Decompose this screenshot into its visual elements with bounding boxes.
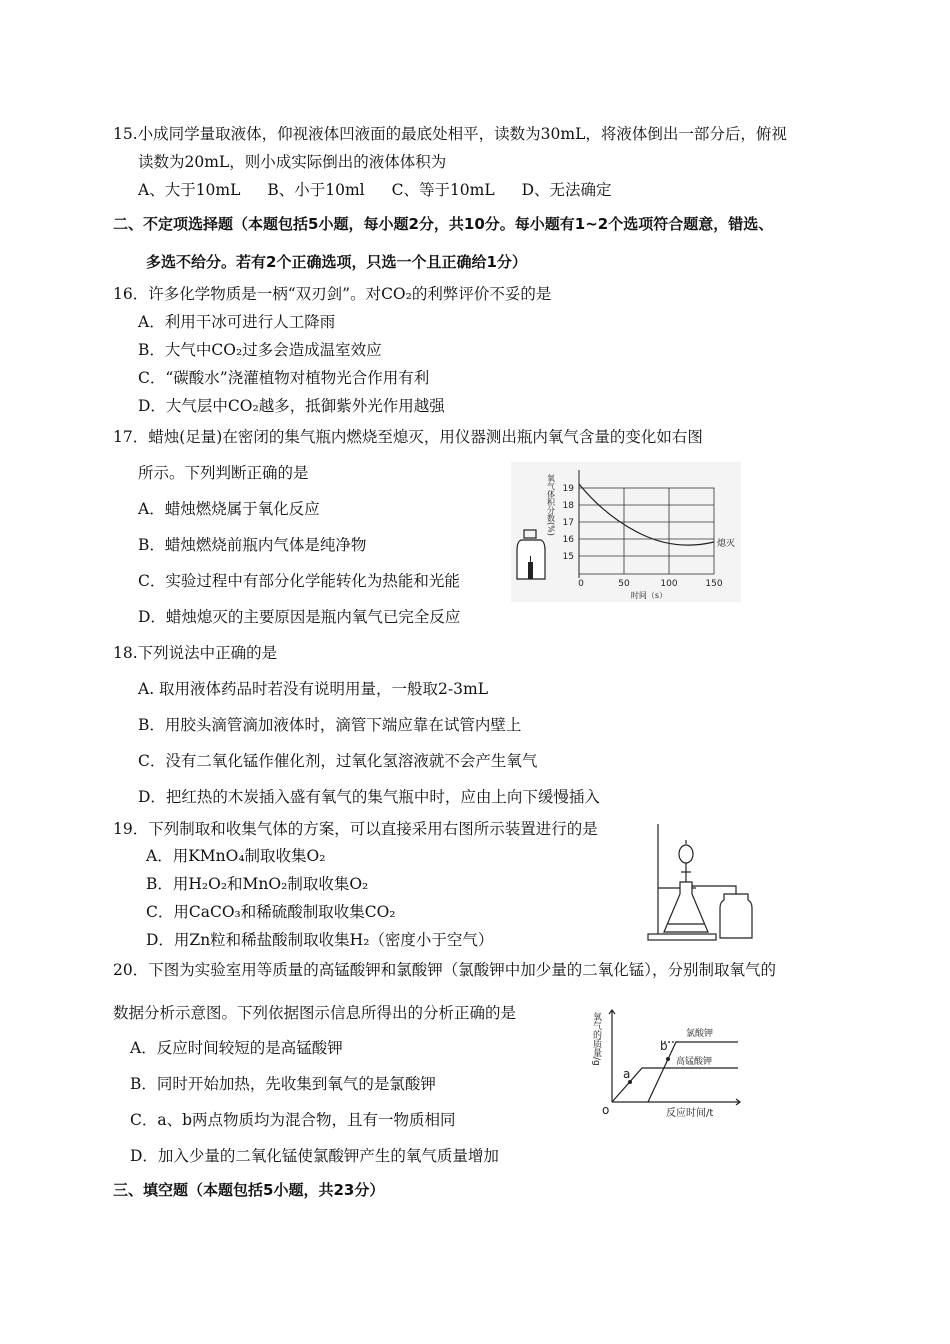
q17-option-b: B．蜡烛燃烧前瓶内气体是纯净物 [138, 536, 367, 554]
point-b [666, 1057, 670, 1061]
label-b: b [660, 1039, 668, 1053]
x-tick-0: 0 [578, 579, 584, 589]
separatory-funnel-icon [679, 845, 693, 863]
q20-stem-line2: 数据分析示意图。下列依据图示信息所得出的分析正确的是 [113, 1004, 517, 1022]
series-kmno4-label: 高锰酸钾 [676, 1057, 713, 1067]
kmno4-series-line [612, 1068, 738, 1102]
x-tick-50: 50 [618, 579, 630, 589]
y-tick-16: 16 [562, 535, 574, 545]
y-axis-label-text: 氧气体积分数(%) [546, 474, 556, 536]
q16-option-b: B．大气中CO₂过多会造成温室效应 [138, 341, 382, 359]
q20-option-c: C．a、b两点物质均为混合物，且有一物质相同 [130, 1111, 456, 1129]
q17-stem-line1: 17．蜡烛(足量)在密闭的集气瓶内燃烧至熄灭，用仪器测出瓶内氧气含量的变化如右图 [113, 428, 703, 446]
q19-option-c: C．用CaCO₃和稀硫酸制取收集CO₂ [146, 903, 396, 921]
q17-stem-line2: 所示。下列判断正确的是 [138, 464, 309, 482]
y-axis-label [546, 473, 556, 536]
gas-generation-apparatus [640, 822, 760, 942]
y-tick-15: 15 [562, 552, 574, 562]
q16-option-c: C．“碳酸水”浇灌植物对植物光合作用有利 [138, 369, 430, 387]
q15-option-c: C、等于10mL [391, 181, 495, 199]
q17-oxygen-figure [511, 462, 741, 602]
q18-option-a: A. 取用液体药品时若没有说明用量，一般取2-3mL [138, 680, 489, 698]
q15-options [138, 180, 634, 200]
q20-option-a: A．反应时间较短的是高锰酸钾 [130, 1039, 343, 1057]
q15-stem-line2: 读数为20mL，则小成实际倒出的液体体积为 [138, 153, 447, 171]
q19-option-d: D．用Zn粒和稀盐酸制取收集H₂（密度小于空气） [146, 931, 494, 949]
q18-option-b: B．用胶头滴管滴加液体时，滴管下端应靠在试管内壁上 [138, 716, 522, 734]
section3-heading: 三、填空题（本题包括5小题，共23分） [113, 1181, 385, 1199]
y-axis-label: 氧气的质量/g [591, 1012, 601, 1066]
q16-stem: 16．许多化学物质是一柄“双刃剑”。对CO₂的利弊评价不妥的是 [113, 285, 552, 303]
q20-stem-line1: 20．下图为实验室用等质量的高锰酸钾和氯酸钾（氯酸钾中加少量的二氧化锰），分别制取氧气的 [113, 961, 776, 979]
label-a: a [623, 1067, 631, 1081]
q18-stem: 18.下列说法中正确的是 [113, 644, 278, 662]
y-tick-17: 17 [562, 518, 574, 528]
iron-stand-base [648, 934, 716, 940]
q19-stem: 19．下列制取和收集气体的方案，可以直接采用右图所示装置进行的是 [113, 820, 598, 838]
q17-option-a: A．蜡烛燃烧属于氧化反应 [138, 500, 320, 518]
q16-option-a: A．利用干冰可进行人工降雨 [138, 313, 336, 331]
y-tick-19: 19 [562, 484, 574, 494]
q19-option-a: A．用KMnO₄制取收集O₂ [146, 847, 326, 865]
q16-option-d: D．大气层中CO₂越多，抵御紫外光作用越强 [138, 397, 445, 415]
q18-option-c: C．没有二氧化锰作催化剂，过氧化氢溶液就不会产生氧气 [138, 752, 538, 770]
q19-option-b: B．用H₂O₂和MnO₂制取收集O₂ [146, 875, 369, 893]
y-tick-18: 18 [562, 501, 574, 511]
collecting-bottle-icon [720, 894, 752, 938]
q15-option-d: D、无法确定 [521, 181, 612, 199]
q17-option-c: C．实验过程中有部分化学能转化为热能和光能 [138, 572, 460, 590]
x-tick-100: 100 [660, 579, 678, 589]
section2-heading-line1: 二、不定项选择题（本题包括5小题，每小题2分，共10分。每小题有1~2个选项符合题意，错选、 [113, 215, 774, 233]
x-tick-150: 150 [705, 579, 723, 589]
q17-option-d: D．蜡烛熄灭的主要原因是瓶内氧气已完全反应 [138, 608, 461, 626]
origin-label: o [602, 1103, 610, 1117]
q15-stem-line1: 15.小成同学量取液体，仰视液体凹液面的最底处相平，读数为30mL，将液体倒出一部分后，俯视 [113, 125, 787, 143]
q15-option-b: B、小于10ml [267, 181, 365, 199]
q15-option-a: A、大于10mL [138, 181, 241, 199]
section2-heading-line2: 多选不给分。若有2个正确选项，只选一个且正确给1分） [146, 253, 527, 271]
extinguish-label: 熄灭 [717, 539, 736, 549]
q18-option-d: D．把红热的木炭插入盛有氧气的集气瓶中时，应由上向下缓慢插入 [138, 788, 600, 806]
q20-oxygen-mass-figure [590, 1002, 750, 1122]
x-axis-label: 时间（s） [630, 591, 668, 600]
q20-option-b: B．同时开始加热，先收集到氧气的是氯酸钾 [130, 1075, 436, 1093]
q20-option-d: D．加入少量的二氧化锰使氯酸钾产生的氧气质量增加 [130, 1147, 499, 1165]
series-kclo3-label: 氯酸钾 [686, 1029, 714, 1039]
x-axis-label: 反应时间/t [666, 1108, 714, 1119]
